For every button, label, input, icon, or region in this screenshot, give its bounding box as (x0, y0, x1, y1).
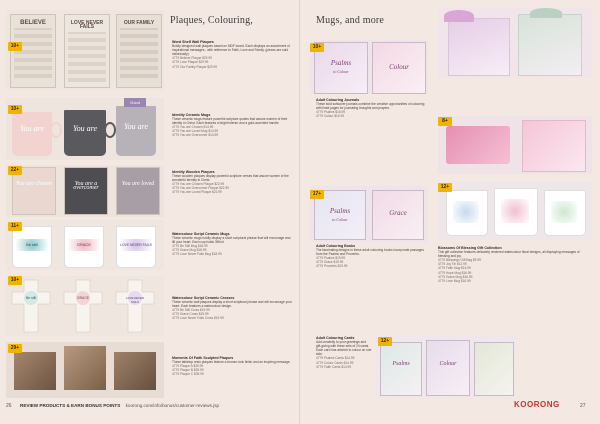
badge: 10+ (8, 105, 22, 114)
item-body: These tabletop resin plaques feature a bronze-look finish and an inspiring message. (172, 360, 291, 365)
item-heading: Moments Of Faith Sculpted Plaques (172, 356, 234, 360)
item-sku: 4779 Faith Cards $14.99 (316, 364, 352, 369)
badge: 10+ (310, 43, 324, 52)
item-sku: 4779 Love Mug $16.99 (438, 278, 471, 283)
item-sku: 4779 Love Plaque $29.99 (172, 60, 209, 65)
item-sku: 4779 You are Overcomer Plaque $22.99 (172, 186, 229, 191)
item-heading: Identity Ceramic Mugs (172, 113, 211, 117)
badge: 12+ (378, 337, 392, 346)
tissue-paper (530, 8, 562, 18)
journal-colour (372, 42, 426, 94)
mug-love (116, 226, 156, 268)
mug-grey (64, 110, 106, 156)
mug-print (453, 201, 479, 223)
footer-text (20, 403, 219, 408)
plaque-love-text: LOVE NEVER FAILS (70, 20, 104, 30)
item-sku: 4779 Grace Mug $18.99 (172, 248, 207, 253)
item-body: The fascinating designs in these adult colouring books incorporate passages from the Psalms and Proverbs. (316, 248, 424, 257)
gift-mug (544, 190, 586, 236)
cross-shape (12, 280, 50, 332)
colouring-books-image (310, 186, 428, 242)
book-title: Psalms (330, 59, 352, 67)
colouring-cards-image (376, 336, 516, 398)
item-body: Boldly designed wall plaques based on MDF board. Each displays an assortment of inspirational messages - with reference to Faith, Love and Family. (pieces are sold individually). (172, 44, 290, 57)
item-sku: 4779 Grace Cross $19.99 (172, 312, 209, 317)
mug-text: You are (123, 122, 149, 131)
plaque-text: You are loved (121, 181, 155, 187)
badge: 10+ (8, 276, 22, 285)
book-title: Colour (389, 63, 409, 71)
word-plaques-image (6, 10, 164, 90)
item-sku: 4779 Colour Cards $14.99 (316, 360, 354, 365)
mug-print (501, 199, 529, 223)
plaque-family-text: OUR FAMILY (123, 20, 155, 26)
cross-shape (64, 280, 102, 332)
item-body: These ceramic mugs boldly display a short scriptural phrase that will encourage and lift your heart. Each cup holds 350ml. (172, 236, 291, 245)
plaque-loved (116, 167, 160, 215)
footer-url[interactable]: koorong.com/info/bonus/customer-reviews.jsp (125, 403, 220, 408)
card-set-colour (426, 340, 470, 396)
book-title: Psalms (392, 361, 410, 367)
mug-text: Be still (16, 239, 48, 251)
item-body: These bold softcover journals combine the creative opportunities of colouring with lined pages for journaling thoughts and prayers. (316, 102, 425, 111)
mug-tag: Good (124, 98, 146, 107)
brand-logo: KOORONG (514, 400, 560, 409)
item-sku: 4779 Proverbs $19.99 (316, 264, 348, 269)
gift-box (522, 120, 586, 172)
mug-print (551, 201, 577, 223)
item-cards (316, 336, 372, 369)
item-sku: 4779 Plaque C $39.99 (172, 372, 204, 377)
item-sku: 4779 Psalms $19.99 (316, 256, 346, 261)
item-crosses (172, 296, 292, 321)
mug-grace (64, 226, 104, 268)
item-sku: 4779 Psalms Cards $14.99 (316, 356, 355, 361)
mug-text: You are (72, 124, 98, 133)
cross-text: Be still (26, 296, 36, 300)
mug-pink (12, 112, 52, 156)
item-sku: 4779 Grace Mug $16.99 (438, 274, 473, 279)
plaque-believe (10, 14, 56, 88)
gift-mug (446, 190, 488, 236)
item-sku: 4779 Be Still Mug $18.99 (172, 244, 208, 249)
gift-bag (448, 18, 510, 76)
book-title: Grace (389, 209, 407, 217)
item-sku: 4779 You are Loved Mug $14.99 (172, 129, 219, 134)
item-journals (316, 98, 426, 118)
sculpted-plaque (64, 346, 106, 390)
item-sku: 4779 Psalms $16.99 (316, 110, 346, 115)
item-sku: 4779 Grace $19.99 (316, 260, 344, 265)
title-left: Plaques, Colouring, (170, 15, 253, 26)
item-sku: 4779 Believe Plaque $29.99 (172, 56, 212, 61)
watercolour-mugs-image (6, 220, 164, 270)
mug-handle (50, 122, 62, 138)
crosses-svg (6, 276, 164, 336)
item-body: These wooden plaques display powerful scripture verses that assure women of the wonderful identity in Christ. (172, 174, 289, 183)
right-page-number: 27 (580, 403, 586, 409)
item-word-plaques (172, 40, 292, 69)
item-heading: Word Shelf Wall Plaques (172, 40, 214, 44)
item-sku: 4779 Joy Tin $12.99 (438, 262, 467, 267)
item-sku: 4779 Plaque B $39.99 (172, 368, 204, 373)
item-heading: Watercolour Script Ceramic Crosses (172, 296, 235, 300)
item-sku: 4779 Be Still Cross $19.99 (172, 308, 210, 313)
item-body: This gift collection features delicately rendered watercolour floral designs, all displaying messages of blessing and joy. (438, 250, 580, 259)
item-sku: 4779 Faith Mug $16.99 (438, 266, 471, 271)
mug-be-still (12, 226, 52, 268)
crosses-image (6, 276, 164, 336)
item-sku: 4779 Colour $16.99 (316, 114, 345, 119)
item-heading: Adult Colouring Cards (316, 336, 355, 340)
book-title: Psalms (329, 207, 351, 215)
item-heading: Watercolour Script Ceramic Mugs (172, 232, 230, 236)
plaque-overcomer (64, 167, 108, 215)
title-right: Mugs, and more (316, 15, 385, 26)
gift-mugs-image (438, 182, 592, 240)
mug-text: LOVE NEVER FAILS (120, 239, 152, 251)
mug-text: You are (19, 124, 45, 133)
item-books (316, 244, 426, 269)
sculpted-plaque (114, 352, 156, 390)
plaque-family (116, 14, 162, 88)
gift-tins-image (438, 116, 592, 174)
badge: 29+ (8, 344, 22, 353)
badge: 12+ (438, 183, 452, 192)
item-sku: 4779 You are Chosen $14.99 (172, 125, 214, 130)
left-page-number: 26 (6, 403, 12, 409)
item-gift-collection (438, 246, 592, 283)
item-sculpted (172, 356, 292, 376)
item-heading: Identity Wooden Plaques (172, 170, 215, 174)
gift-tin (446, 126, 510, 164)
identity-plaques-image (6, 165, 164, 217)
mug-text: GRACE (68, 239, 100, 251)
gift-bag (518, 14, 582, 76)
item-sku: 4779 You are Loved Plaque $22.99 (172, 190, 222, 195)
item-body: These ceramic wall plaques display a short scriptural phrase and will encourage your heart. Each features a watercolour design. (172, 300, 292, 309)
mug-handle (104, 122, 116, 138)
item-body: Add creativity to your greetings and gift-giving with these sets of 24 cards. Each card has artwork to colour on one side. (316, 340, 372, 357)
plaque-believe-text: BELIEVE (20, 20, 46, 26)
book-subtitle: to Colour (332, 217, 348, 222)
item-sku: 4779 Our Family Plaque $29.99 (172, 64, 218, 69)
mug-lavender (116, 106, 156, 156)
gift-mug (494, 188, 538, 236)
sculpted-plaque (14, 352, 56, 390)
item-sku: 4779 Hope Mug $16.99 (438, 270, 472, 275)
sculpted-plaques-image (6, 342, 164, 398)
item-identity-mugs (172, 113, 292, 138)
colouring-journals-image (310, 40, 428, 94)
item-heading: Adult Colouring Books (316, 244, 356, 248)
item-sku: 4779 You are Chosen Plaque $22.99 (172, 182, 225, 187)
plaque-text: You are chosen (15, 181, 53, 187)
cross-text: LOVE NEVER FAILS (126, 296, 144, 304)
book-title: Colour (439, 361, 457, 367)
item-body: These ceramic mugs feature powerful scripture quotes that assure women of their identity in Christ. Each features a bright interior and a gold-accented handle. (172, 117, 288, 126)
badge: 11+ (8, 222, 22, 231)
item-heading: Adult Colouring Journals (316, 98, 360, 102)
card-set-psalms (380, 342, 422, 396)
footer-cta: REVIEW PRODUCTS & EARN BONUS POINTS (20, 403, 121, 408)
item-sku: 4779 Blessings Gift Bag $9.99 (438, 258, 481, 263)
gift-bags-image (438, 8, 592, 78)
cross-text: GRACE (76, 296, 90, 300)
page-spine (299, 0, 301, 424)
card-set-faith (474, 342, 514, 396)
item-sku: 4779 Love Never Fails Mug $18.99 (172, 252, 222, 257)
identity-mugs-image (6, 98, 164, 160)
badge: 17+ (310, 190, 324, 199)
item-watercolour-mugs (172, 232, 292, 257)
item-sku: 4779 Plaque A $39.99 (172, 364, 204, 369)
book-grace (372, 190, 424, 240)
badge: 10+ (8, 42, 22, 51)
item-identity-plaques (172, 170, 292, 195)
book-subtitle: to Colour (333, 69, 349, 74)
badge: 8+ (438, 117, 452, 126)
item-heading: Blossoms Of Blessing Gift Collection (438, 246, 502, 250)
plaque-love (64, 14, 110, 88)
tissue-paper (444, 10, 474, 22)
badge: 22+ (8, 166, 22, 175)
item-sku: 4779 You are Overcomer $14.99 (172, 133, 219, 138)
item-sku: 4779 Love Never Fails Cross $19.99 (172, 316, 224, 321)
cross-shape (116, 280, 154, 332)
plaque-text: You are a overcomer (73, 181, 99, 191)
